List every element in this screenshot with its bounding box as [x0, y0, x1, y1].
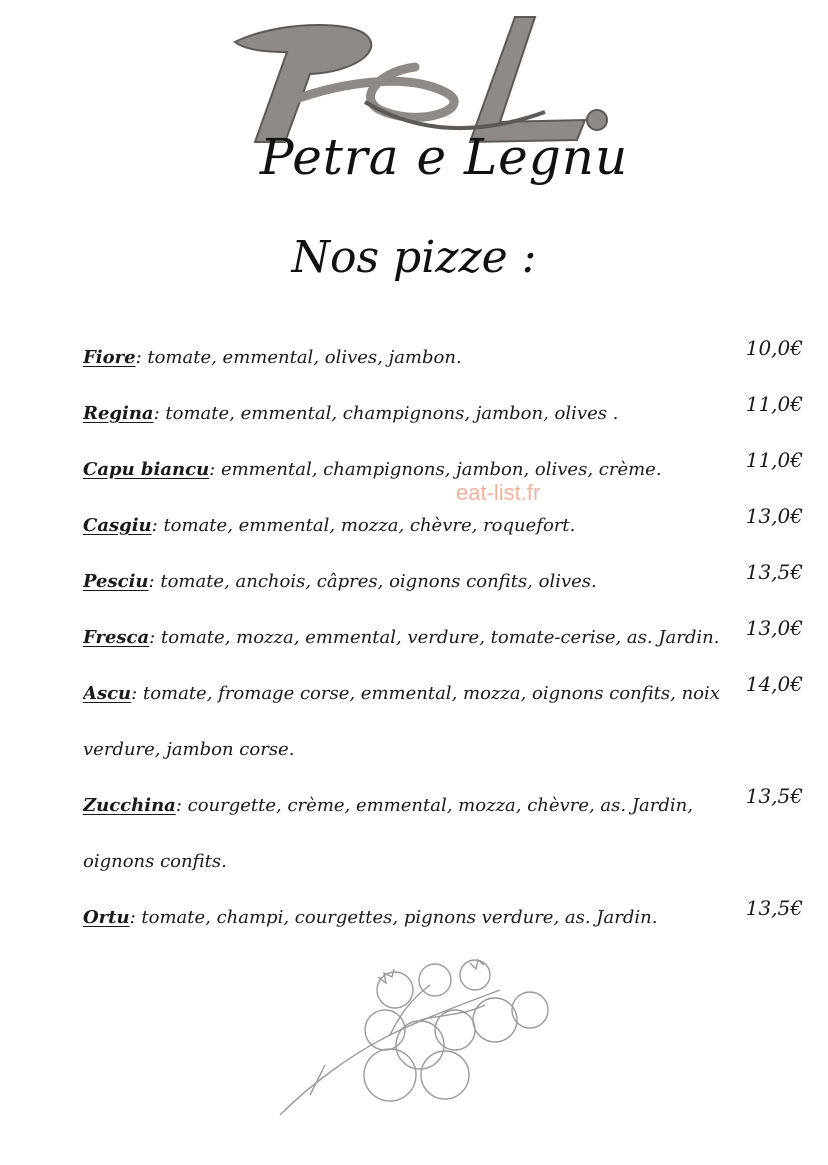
menu-item-pesciu: [83, 554, 813, 610]
menu-item-zucchina: [83, 778, 813, 890]
item-price: 11,0€: [745, 392, 803, 416]
restaurant-name: Petra e Legnu: [259, 128, 629, 186]
menu-item-line: [83, 386, 733, 442]
item-name: Zucchina: [83, 795, 176, 816]
item-desc: tomate, mozza, emmental, verdure, tomate-cerise, as. Jardin.: [155, 627, 720, 648]
item-sep: :: [129, 907, 136, 928]
item-desc: tomate, fromage corse, emmental, mozza, oignons confits, noix: [137, 683, 720, 704]
item-desc: tomate, anchois, câpres, oignons confits, olives.: [154, 571, 597, 592]
menu-item-line: [83, 498, 733, 554]
item-sep: :: [175, 795, 182, 816]
item-name: Fiore: [83, 347, 136, 368]
item-name: Pesciu: [83, 571, 149, 592]
item-price: 10,0€: [745, 336, 803, 360]
menu-item-line: [83, 666, 733, 722]
menu-item-regina: [83, 386, 813, 442]
item-desc: tomate, emmental, mozza, chèvre, roquefort.: [157, 515, 576, 536]
menu-item-line: [83, 554, 733, 610]
menu-item-line: [83, 442, 733, 498]
item-name: Casgiu: [83, 515, 152, 536]
item-desc: tomate, emmental, olives, jambon.: [141, 347, 462, 368]
menu-item-line: [83, 890, 733, 946]
item-sep: :: [149, 627, 156, 648]
item-price: 13,0€: [745, 616, 803, 640]
item-price: 14,0€: [745, 672, 803, 696]
item-desc: courgette, crème, emmental, mozza, chèvre, as. Jardin,: [181, 795, 693, 816]
menu-item-casgiu: [83, 498, 813, 554]
menu-item-line-2: oignons confits.: [83, 851, 227, 872]
item-name: Capu biancu: [83, 459, 210, 480]
item-sep: :: [135, 347, 142, 368]
item-name: Ortu: [83, 907, 130, 928]
menu-item-ascu: [83, 666, 813, 778]
item-price: 13,5€: [745, 560, 803, 584]
item-desc: emmental, champignons, jambon, olives, crème.: [215, 459, 662, 480]
tomato-vine-illustration: [270, 945, 570, 1125]
menu-item-line-2: verdure, jambon corse.: [83, 739, 295, 760]
item-name: Fresca: [83, 627, 150, 648]
item-price: 13,0€: [745, 504, 803, 528]
pizza-menu: [83, 330, 813, 946]
item-price: 11,0€: [745, 448, 803, 472]
item-name: Regina: [83, 403, 154, 424]
watermark: eat-list.fr: [456, 480, 541, 505]
menu-item-line: [83, 330, 733, 386]
item-sep: :: [131, 683, 138, 704]
item-sep: :: [151, 515, 158, 536]
menu-item-fresca: [83, 610, 813, 666]
item-sep: :: [209, 459, 216, 480]
menu-item-capu-biancu: [83, 442, 813, 498]
item-name: Ascu: [83, 683, 132, 704]
menu-item-line: [83, 778, 733, 834]
item-desc: tomate, emmental, champignons, jambon, olives .: [159, 403, 619, 424]
menu-item-line: [83, 610, 733, 666]
item-sep: :: [153, 403, 160, 424]
menu-item-fiore: [83, 330, 813, 386]
item-desc: tomate, champi, courgettes, pignons verdure, as. Jardin.: [135, 907, 658, 928]
item-price: 13,5€: [745, 896, 803, 920]
item-sep: :: [148, 571, 155, 592]
menu-heading: Nos pizze :: [291, 232, 537, 283]
item-price: 13,5€: [745, 784, 803, 808]
menu-item-ortu: [83, 890, 813, 946]
